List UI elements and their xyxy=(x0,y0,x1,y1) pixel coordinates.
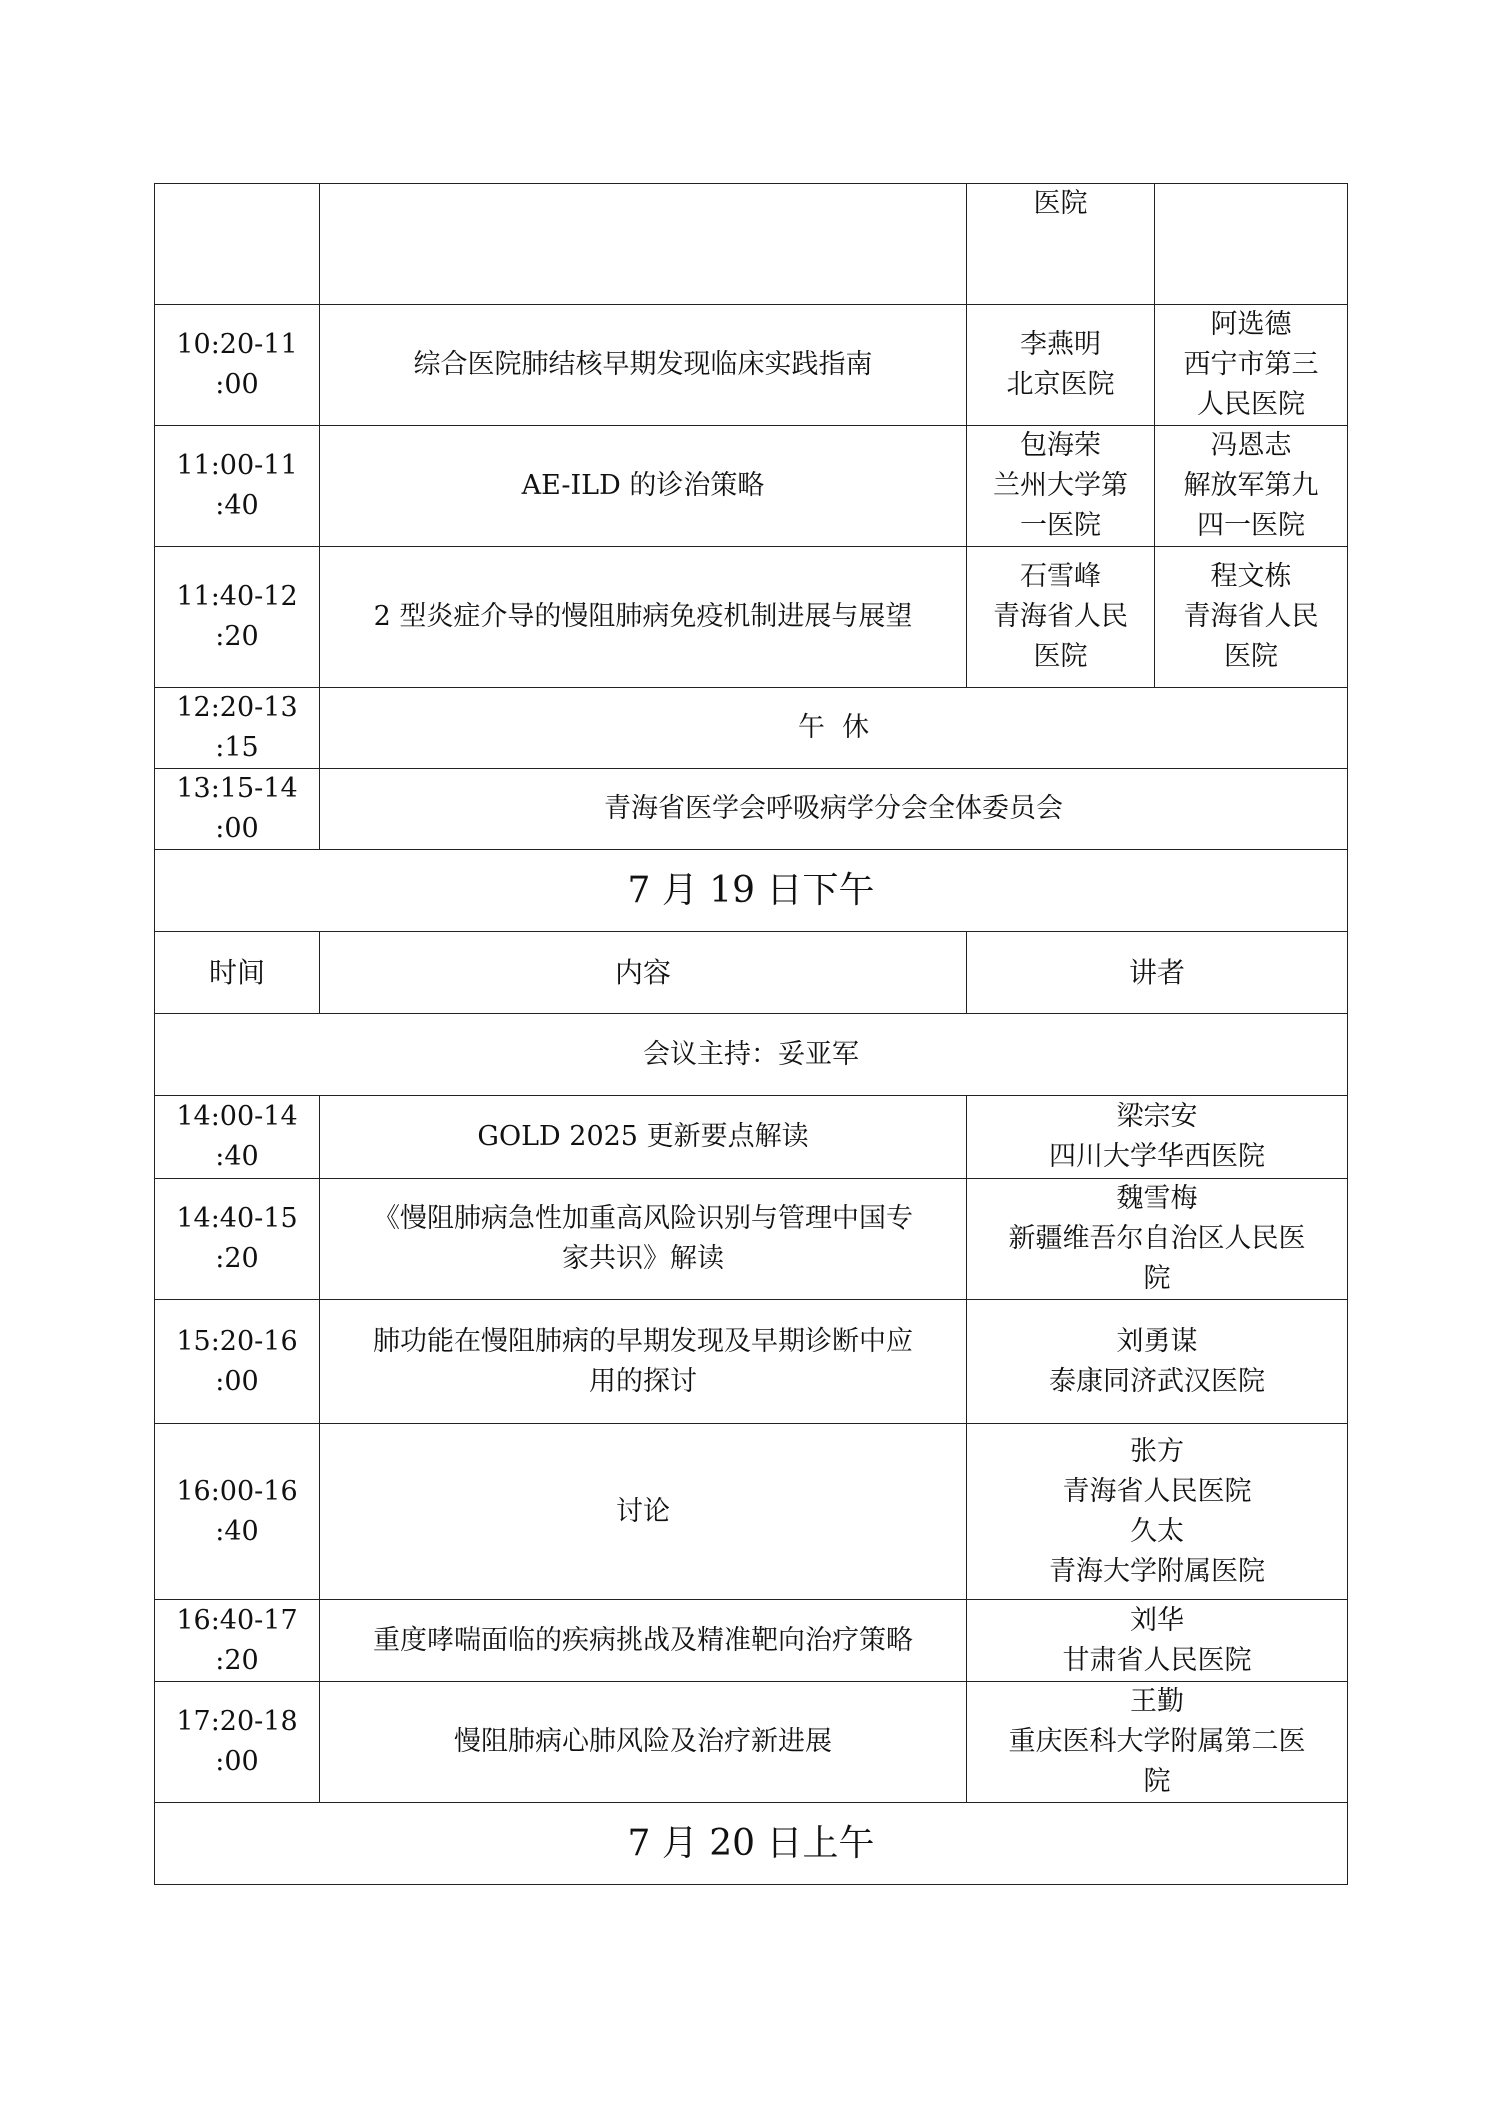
header-time: 时间 xyxy=(155,932,320,1014)
speaker-cell xyxy=(967,547,1155,688)
time-cell xyxy=(155,1300,320,1424)
speaker-cell xyxy=(967,184,1155,305)
topic-line: 用的探讨 xyxy=(589,1365,697,1397)
committee-label: 青海省医学会呼吸病学分会全体委员会 xyxy=(320,769,1348,850)
speaker-name: 刘勇谋 xyxy=(1116,1325,1198,1357)
time-cell xyxy=(155,426,320,547)
topic-cell xyxy=(320,1600,967,1682)
chair-affiliation: 解放军第九 xyxy=(1183,470,1319,501)
speaker-affiliation: 泰康同济武汉医院 xyxy=(1049,1365,1265,1397)
table-row xyxy=(155,1600,1348,1682)
topic-line: 肺功能在慢阻肺病的早期发现及早期诊断中应 xyxy=(373,1325,913,1357)
speaker-affiliation: 青海大学附属医院 xyxy=(1049,1555,1265,1587)
time-end: :00 xyxy=(215,1365,259,1397)
chair-cell xyxy=(1155,426,1348,547)
time-start: 11:40-12 xyxy=(176,581,298,612)
table-row xyxy=(155,1179,1348,1300)
time-start: 12:20-13 xyxy=(176,692,298,723)
speaker-cell xyxy=(967,426,1155,547)
time-end: :40 xyxy=(215,1141,259,1172)
day-title: 7 月 19 日下午 xyxy=(155,850,1348,932)
table-row xyxy=(155,1300,1348,1424)
table-row xyxy=(155,547,1348,688)
topic-line: 《慢阻肺病急性加重高风险识别与管理中国专 xyxy=(373,1203,913,1234)
topic-cell xyxy=(320,1179,967,1300)
time-end: :15 xyxy=(215,732,259,763)
committee-row xyxy=(155,769,1348,850)
speaker-affiliation: 青海省人民医院 xyxy=(1062,1475,1252,1507)
topic-cell xyxy=(320,1096,967,1179)
table-row xyxy=(155,184,1348,305)
header-speaker: 讲者 xyxy=(967,932,1348,1014)
day-title-row xyxy=(155,1803,1348,1885)
speaker-affiliation: 北京医院 xyxy=(1006,369,1115,400)
chair-affiliation: 人民医院 xyxy=(1197,389,1305,420)
speaker-cell xyxy=(967,1300,1348,1424)
topic-line: 家共识》解读 xyxy=(562,1243,724,1274)
header-content: 内容 xyxy=(320,932,967,1014)
time-cell xyxy=(155,1424,320,1600)
time-end: :00 xyxy=(215,813,259,844)
topic-cell xyxy=(320,1424,967,1600)
chair-name: 冯恩志 xyxy=(1210,430,1292,461)
time-cell xyxy=(155,1179,320,1300)
speaker-cell xyxy=(967,1179,1348,1300)
speaker-name: 刘华 xyxy=(1130,1604,1184,1636)
time-start: 13:15-14 xyxy=(176,773,298,804)
time-end: :40 xyxy=(215,490,259,521)
speaker-cell xyxy=(967,1096,1348,1179)
table-row xyxy=(155,426,1348,547)
speaker-cell xyxy=(967,1682,1348,1803)
table-row xyxy=(155,305,1348,426)
speaker-name: 李燕明 xyxy=(1020,329,1101,360)
speaker-name: 张方 xyxy=(1130,1435,1184,1467)
topic-cell xyxy=(320,1682,967,1803)
lunch-row xyxy=(155,688,1348,769)
speaker-cell xyxy=(967,305,1155,426)
time-start: 16:00-16 xyxy=(176,1475,298,1507)
topic-line: 重度哮喘面临的疾病挑战及精准靶向治疗策略 xyxy=(373,1624,913,1656)
speaker-affiliation: 四川大学华西医院 xyxy=(1049,1141,1265,1172)
chair-cell xyxy=(1155,305,1348,426)
time-cell xyxy=(155,547,320,688)
speaker-affiliation: 院 xyxy=(1143,1263,1171,1294)
speaker-affiliation: 医院 xyxy=(1033,641,1088,672)
header-row xyxy=(155,932,1348,1014)
speaker-name: 久太 xyxy=(1130,1515,1184,1547)
chair-name: 阿选德 xyxy=(1210,309,1292,340)
day-title: 7 月 20 日上午 xyxy=(155,1803,1348,1885)
topic-cell: 2 型炎症介导的慢阻肺病免疫机制进展与展望 xyxy=(320,547,967,688)
speaker-affiliation: 新疆维吾尔自治区人民医 xyxy=(1008,1223,1306,1254)
time-cell xyxy=(155,1096,320,1179)
time-cell xyxy=(155,1600,320,1682)
time-cell xyxy=(155,688,320,769)
time-end: :20 xyxy=(215,1243,259,1274)
time-end: :40 xyxy=(215,1515,259,1547)
chair-affiliation: 西宁市第三 xyxy=(1183,349,1319,380)
time-end: :00 xyxy=(215,1746,259,1777)
speaker-affiliation: 重庆医科大学附属第二医 xyxy=(1008,1726,1306,1757)
day-title-row xyxy=(155,850,1348,932)
time-start: 17:20-18 xyxy=(176,1706,298,1737)
time-start: 16:40-17 xyxy=(176,1604,298,1636)
topic-line: 慢阻肺病心肺风险及治疗新进展 xyxy=(454,1726,832,1757)
moderator-label: 会议主持：妥亚军 xyxy=(155,1014,1348,1096)
time-start: 10:20-11 xyxy=(176,329,298,360)
topic-cell xyxy=(320,1300,967,1424)
speaker-name: 包海荣 xyxy=(1020,430,1101,461)
moderator-row xyxy=(155,1014,1348,1096)
speaker-affiliation: 兰州大学第 xyxy=(993,470,1128,501)
time-cell xyxy=(155,305,320,426)
chair-affiliation: 青海省人民 xyxy=(1183,601,1319,632)
chair-cell xyxy=(1155,184,1348,305)
time-start: 11:00-11 xyxy=(176,450,298,481)
time-start: 14:40-15 xyxy=(176,1203,298,1234)
speaker-name: 王勤 xyxy=(1130,1686,1184,1717)
topic-line: 讨论 xyxy=(616,1495,670,1527)
topic-cell xyxy=(320,184,967,305)
agenda-table xyxy=(154,183,1348,1885)
topic-line: GOLD 2025 更新要点解读 xyxy=(477,1121,809,1152)
speaker-cell xyxy=(967,1424,1348,1600)
speaker-affiliation: 甘肃省人民医院 xyxy=(1062,1644,1252,1676)
speaker-affiliation: 院 xyxy=(1143,1766,1171,1797)
speaker-name: 魏雪梅 xyxy=(1116,1183,1198,1214)
speaker-line: 医院 xyxy=(1033,188,1088,219)
time-end: :20 xyxy=(215,1644,259,1676)
topic-cell: AE-ILD 的诊治策略 xyxy=(320,426,967,547)
table-row xyxy=(155,1682,1348,1803)
time-cell xyxy=(155,1682,320,1803)
chair-affiliation: 医院 xyxy=(1224,641,1278,672)
time-start: 15:20-16 xyxy=(176,1325,298,1357)
speaker-affiliation: 一医院 xyxy=(1020,510,1101,541)
chair-name: 程文栋 xyxy=(1210,561,1292,592)
topic-cell: 综合医院肺结核早期发现临床实践指南 xyxy=(320,305,967,426)
time-cell xyxy=(155,769,320,850)
time-cell xyxy=(155,184,320,305)
lunch-label: 午 休 xyxy=(320,688,1348,769)
chair-cell xyxy=(1155,547,1348,688)
speaker-name: 梁宗安 xyxy=(1116,1101,1198,1132)
speaker-affiliation: 青海省人民 xyxy=(993,601,1128,632)
speaker-name: 石雪峰 xyxy=(1020,561,1101,592)
time-end: :00 xyxy=(215,369,259,400)
time-end: :20 xyxy=(215,621,259,652)
chair-affiliation: 四一医院 xyxy=(1197,510,1305,541)
speaker-cell xyxy=(967,1600,1348,1682)
time-start: 14:00-14 xyxy=(176,1101,298,1132)
table-row xyxy=(155,1096,1348,1179)
table-row xyxy=(155,1424,1348,1600)
